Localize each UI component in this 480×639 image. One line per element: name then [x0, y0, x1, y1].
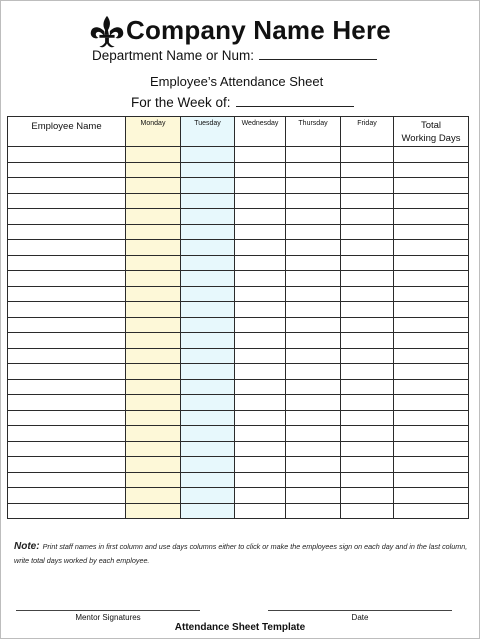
cell-wednesday[interactable] — [235, 162, 286, 178]
column-header-tuesday: Tuesday — [181, 117, 235, 147]
cell-monday[interactable] — [126, 178, 181, 194]
cell-monday[interactable] — [126, 224, 181, 240]
cell-friday[interactable] — [341, 395, 394, 411]
cell-total[interactable] — [394, 472, 469, 488]
cell-employee[interactable] — [8, 426, 126, 442]
mentor-signature-line[interactable] — [16, 610, 200, 611]
table-row — [8, 224, 469, 240]
cell-wednesday[interactable] — [235, 395, 286, 411]
cell-wednesday[interactable] — [235, 209, 286, 225]
cell-total[interactable] — [394, 302, 469, 318]
cell-tuesday[interactable] — [181, 457, 235, 473]
cell-thursday[interactable] — [286, 271, 341, 287]
week-label: For the Week of: — [131, 95, 231, 110]
cell-total[interactable] — [394, 224, 469, 240]
cell-thursday[interactable] — [286, 441, 341, 457]
cell-monday[interactable] — [126, 271, 181, 287]
cell-employee[interactable] — [8, 162, 126, 178]
cell-wednesday[interactable] — [235, 364, 286, 380]
cell-total[interactable] — [394, 441, 469, 457]
cell-thursday[interactable] — [286, 240, 341, 256]
cell-monday[interactable] — [126, 364, 181, 380]
week-line — [131, 95, 354, 110]
cell-employee[interactable] — [8, 395, 126, 411]
table-row — [8, 240, 469, 256]
cell-friday[interactable] — [341, 472, 394, 488]
cell-friday[interactable] — [341, 271, 394, 287]
cell-tuesday[interactable] — [181, 224, 235, 240]
header — [0, 10, 480, 50]
cell-wednesday[interactable] — [235, 348, 286, 364]
cell-monday[interactable] — [126, 255, 181, 271]
department-label: Department Name or Num: — [92, 48, 255, 63]
cell-tuesday[interactable] — [181, 162, 235, 178]
table-row — [8, 410, 469, 426]
cell-thursday[interactable] — [286, 364, 341, 380]
attendance-table — [7, 116, 469, 519]
cell-tuesday[interactable] — [181, 348, 235, 364]
cell-thursday[interactable] — [286, 302, 341, 318]
company-name: Company Name Here — [126, 15, 391, 45]
table-row — [8, 348, 469, 364]
cell-wednesday[interactable] — [235, 302, 286, 318]
cell-friday[interactable] — [341, 457, 394, 473]
footer-title: Attendance Sheet Template — [174, 622, 306, 633]
cell-wednesday[interactable] — [235, 271, 286, 287]
cell-thursday[interactable] — [286, 348, 341, 364]
week-field[interactable] — [236, 105, 354, 107]
cell-monday[interactable] — [126, 379, 181, 395]
cell-thursday[interactable] — [286, 317, 341, 333]
cell-tuesday[interactable] — [181, 286, 235, 302]
cell-friday[interactable] — [341, 441, 394, 457]
cell-employee[interactable] — [8, 364, 126, 380]
cell-employee[interactable] — [8, 457, 126, 473]
cell-total[interactable] — [394, 255, 469, 271]
cell-employee[interactable] — [8, 255, 126, 271]
cell-total[interactable] — [394, 162, 469, 178]
cell-employee[interactable] — [8, 302, 126, 318]
note — [14, 540, 470, 567]
cell-wednesday[interactable] — [235, 488, 286, 504]
cell-employee[interactable] — [8, 317, 126, 333]
table-row — [8, 302, 469, 318]
cell-thursday[interactable] — [286, 333, 341, 349]
table-row — [8, 317, 469, 333]
cell-tuesday[interactable] — [181, 302, 235, 318]
cell-wednesday[interactable] — [235, 286, 286, 302]
cell-tuesday[interactable] — [181, 178, 235, 194]
cell-friday[interactable] — [341, 255, 394, 271]
table-row — [8, 472, 469, 488]
cell-employee[interactable] — [8, 224, 126, 240]
cell-friday[interactable] — [341, 162, 394, 178]
table-row — [8, 286, 469, 302]
table-row — [8, 333, 469, 349]
cell-monday[interactable] — [126, 209, 181, 225]
cell-wednesday[interactable] — [235, 410, 286, 426]
cell-total[interactable] — [394, 488, 469, 504]
cell-thursday[interactable] — [286, 255, 341, 271]
total-label-line1: Total — [420, 120, 442, 131]
cell-friday[interactable] — [341, 193, 394, 209]
department-field[interactable] — [259, 58, 377, 60]
table-body — [8, 147, 469, 519]
table-row — [8, 426, 469, 442]
sheet-title: Employee’s Attendance Sheet — [150, 74, 324, 89]
fleur-de-lis-icon — [88, 14, 126, 52]
cell-tuesday[interactable] — [181, 379, 235, 395]
date-line[interactable] — [268, 610, 452, 611]
cell-tuesday[interactable] — [181, 333, 235, 349]
cell-total[interactable] — [394, 317, 469, 333]
cell-wednesday[interactable] — [235, 193, 286, 209]
cell-friday[interactable] — [341, 333, 394, 349]
cell-friday[interactable] — [341, 348, 394, 364]
cell-total[interactable] — [394, 395, 469, 411]
cell-total[interactable] — [394, 178, 469, 194]
cell-wednesday[interactable] — [235, 503, 286, 519]
cell-thursday[interactable] — [286, 488, 341, 504]
cell-thursday[interactable] — [286, 224, 341, 240]
cell-employee[interactable] — [8, 178, 126, 194]
cell-thursday[interactable] — [286, 410, 341, 426]
cell-thursday[interactable] — [286, 472, 341, 488]
cell-tuesday[interactable] — [181, 240, 235, 256]
cell-wednesday[interactable] — [235, 457, 286, 473]
cell-total[interactable] — [394, 457, 469, 473]
cell-tuesday[interactable] — [181, 271, 235, 287]
cell-total[interactable] — [394, 209, 469, 225]
table-row — [8, 364, 469, 380]
cell-employee[interactable] — [8, 240, 126, 256]
cell-thursday[interactable] — [286, 147, 341, 163]
table-row — [8, 457, 469, 473]
cell-tuesday[interactable] — [181, 472, 235, 488]
cell-tuesday[interactable] — [181, 364, 235, 380]
note-label: Note: — [14, 541, 40, 552]
cell-employee[interactable] — [8, 333, 126, 349]
cell-total[interactable] — [394, 271, 469, 287]
cell-thursday[interactable] — [286, 178, 341, 194]
cell-friday[interactable] — [341, 209, 394, 225]
cell-wednesday[interactable] — [235, 441, 286, 457]
table-row — [8, 503, 469, 519]
cell-monday[interactable] — [126, 317, 181, 333]
cell-employee[interactable] — [8, 193, 126, 209]
cell-monday[interactable] — [126, 472, 181, 488]
cell-friday[interactable] — [341, 426, 394, 442]
date-label: Date — [351, 613, 369, 622]
column-header-friday: Friday — [341, 117, 394, 147]
cell-monday[interactable] — [126, 488, 181, 504]
table-row — [8, 178, 469, 194]
cell-wednesday[interactable] — [235, 333, 286, 349]
cell-employee[interactable] — [8, 348, 126, 364]
cell-thursday[interactable] — [286, 426, 341, 442]
cell-monday[interactable] — [126, 240, 181, 256]
cell-monday[interactable] — [126, 503, 181, 519]
cell-total[interactable] — [394, 410, 469, 426]
cell-employee[interactable] — [8, 379, 126, 395]
table-header-row — [8, 117, 469, 147]
cell-friday[interactable] — [341, 286, 394, 302]
cell-wednesday[interactable] — [235, 255, 286, 271]
cell-total[interactable] — [394, 240, 469, 256]
cell-employee[interactable] — [8, 441, 126, 457]
cell-wednesday[interactable] — [235, 426, 286, 442]
cell-total[interactable] — [394, 364, 469, 380]
cell-total[interactable] — [394, 379, 469, 395]
cell-employee[interactable] — [8, 410, 126, 426]
table-row — [8, 441, 469, 457]
table-row — [8, 488, 469, 504]
column-header-employee: Employee Name — [8, 117, 126, 147]
cell-tuesday[interactable] — [181, 395, 235, 411]
table-row — [8, 147, 469, 163]
cell-total[interactable] — [394, 147, 469, 163]
table-row — [8, 255, 469, 271]
cell-total[interactable] — [394, 286, 469, 302]
cell-tuesday[interactable] — [181, 209, 235, 225]
cell-monday[interactable] — [126, 348, 181, 364]
cell-monday[interactable] — [126, 162, 181, 178]
cell-thursday[interactable] — [286, 395, 341, 411]
cell-total[interactable] — [394, 503, 469, 519]
cell-friday[interactable] — [341, 379, 394, 395]
table-row — [8, 193, 469, 209]
cell-thursday[interactable] — [286, 503, 341, 519]
table-row — [8, 162, 469, 178]
cell-thursday[interactable] — [286, 209, 341, 225]
column-header-thursday: Thursday — [286, 117, 341, 147]
cell-total[interactable] — [394, 193, 469, 209]
cell-monday[interactable] — [126, 410, 181, 426]
column-header-wednesday: Wednesday — [235, 117, 286, 147]
total-label-line2: Working Days — [401, 133, 461, 144]
cell-thursday[interactable] — [286, 379, 341, 395]
table-row — [8, 379, 469, 395]
cell-employee[interactable] — [8, 503, 126, 519]
cell-friday[interactable] — [341, 503, 394, 519]
cell-thursday[interactable] — [286, 193, 341, 209]
cell-monday[interactable] — [126, 457, 181, 473]
cell-employee[interactable] — [8, 209, 126, 225]
cell-friday[interactable] — [341, 410, 394, 426]
cell-tuesday[interactable] — [181, 317, 235, 333]
cell-total[interactable] — [394, 333, 469, 349]
cell-friday[interactable] — [341, 178, 394, 194]
cell-monday[interactable] — [126, 426, 181, 442]
cell-employee[interactable] — [8, 488, 126, 504]
cell-monday[interactable] — [126, 302, 181, 318]
cell-friday[interactable] — [341, 488, 394, 504]
cell-wednesday[interactable] — [235, 224, 286, 240]
table-row — [8, 209, 469, 225]
department-line — [92, 48, 377, 63]
cell-tuesday[interactable] — [181, 426, 235, 442]
cell-employee[interactable] — [8, 271, 126, 287]
column-header-total — [394, 117, 469, 147]
cell-monday[interactable] — [126, 286, 181, 302]
cell-tuesday[interactable] — [181, 488, 235, 504]
cell-tuesday[interactable] — [181, 503, 235, 519]
cell-friday[interactable] — [341, 224, 394, 240]
table-row — [8, 395, 469, 411]
cell-tuesday[interactable] — [181, 255, 235, 271]
cell-monday[interactable] — [126, 147, 181, 163]
cell-thursday[interactable] — [286, 286, 341, 302]
cell-tuesday[interactable] — [181, 410, 235, 426]
cell-thursday[interactable] — [286, 162, 341, 178]
cell-wednesday[interactable] — [235, 240, 286, 256]
cell-friday[interactable] — [341, 302, 394, 318]
cell-wednesday[interactable] — [235, 147, 286, 163]
cell-friday[interactable] — [341, 317, 394, 333]
cell-monday[interactable] — [126, 395, 181, 411]
cell-employee[interactable] — [8, 147, 126, 163]
cell-wednesday[interactable] — [235, 178, 286, 194]
cell-employee[interactable] — [8, 286, 126, 302]
cell-wednesday[interactable] — [235, 317, 286, 333]
cell-monday[interactable] — [126, 333, 181, 349]
mentor-signature-label: Mentor Signatures — [75, 613, 141, 622]
cell-tuesday[interactable] — [181, 147, 235, 163]
cell-monday[interactable] — [126, 441, 181, 457]
note-text: Print staff names in first column and use days columns either to click or make the employees sign on each day and in the last column, write total days worked by each employee. — [14, 542, 468, 565]
cell-friday[interactable] — [341, 147, 394, 163]
cell-tuesday[interactable] — [181, 441, 235, 457]
cell-friday[interactable] — [341, 240, 394, 256]
cell-wednesday[interactable] — [235, 379, 286, 395]
cell-monday[interactable] — [126, 193, 181, 209]
cell-friday[interactable] — [341, 364, 394, 380]
cell-employee[interactable] — [8, 472, 126, 488]
cell-tuesday[interactable] — [181, 193, 235, 209]
column-header-monday: Monday — [126, 117, 181, 147]
cell-thursday[interactable] — [286, 457, 341, 473]
table-row — [8, 271, 469, 287]
cell-wednesday[interactable] — [235, 472, 286, 488]
cell-total[interactable] — [394, 348, 469, 364]
cell-total[interactable] — [394, 426, 469, 442]
